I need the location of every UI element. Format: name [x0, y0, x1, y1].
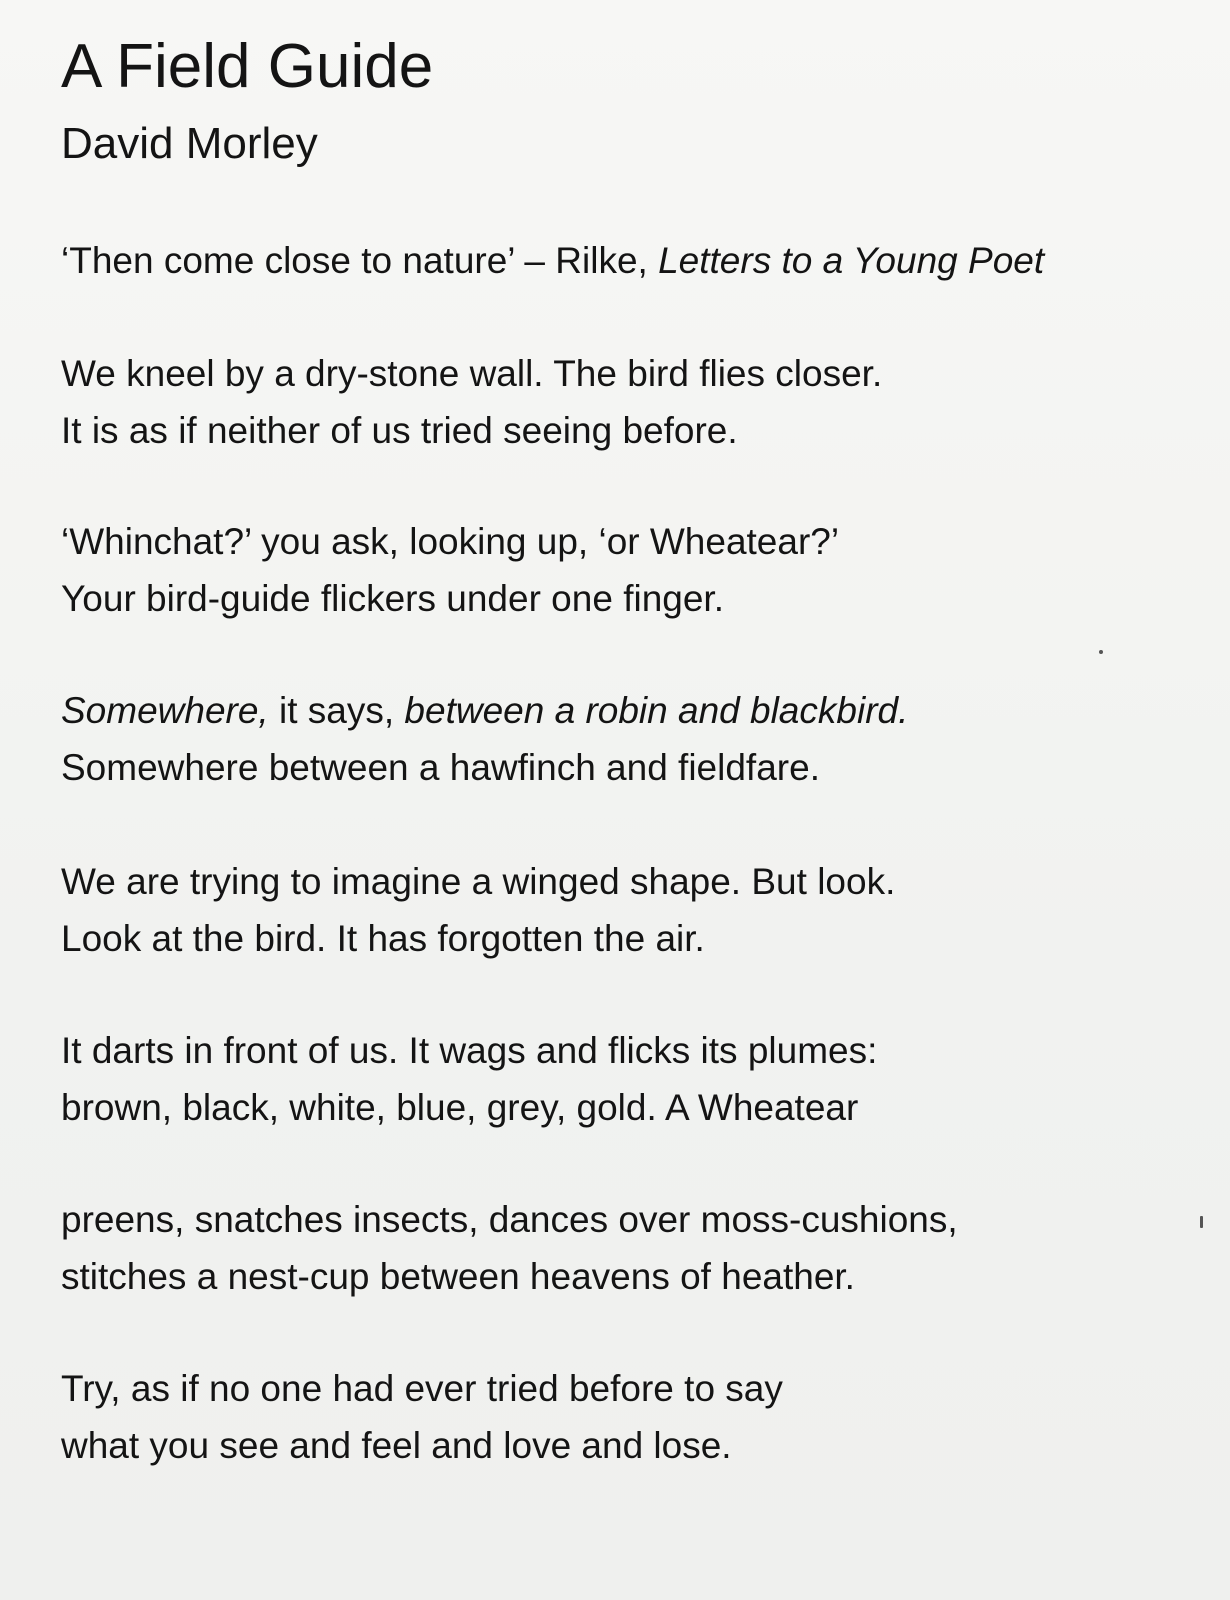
poem-title: A Field Guide	[61, 32, 434, 101]
stanza-line: Your bird-guide flickers under one finger.	[61, 578, 724, 619]
poem-author: David Morley	[61, 119, 318, 168]
epigraph	[61, 235, 1044, 287]
stanza-line: It is as if neither of us tried seeing before.	[61, 410, 738, 451]
stanza-6	[61, 1191, 958, 1305]
stanza-1	[61, 345, 882, 459]
scan-speck	[1200, 1216, 1203, 1228]
stanza-5	[61, 1022, 877, 1136]
stanza-7	[61, 1360, 783, 1474]
stanza-4	[61, 853, 895, 967]
roman-phrase: it says,	[268, 690, 405, 731]
italic-phrase: between a robin and blackbird.	[404, 690, 909, 731]
epigraph-source: Letters to a Young Poet	[658, 240, 1045, 281]
stanza-line: preens, snatches insects, dances over moss-cushions,	[61, 1199, 958, 1240]
epigraph-quote: ‘Then come close to nature’ – Rilke,	[61, 240, 659, 281]
stanza-line: Somewhere between a hawfinch and fieldfare.	[61, 747, 820, 788]
italic-phrase: Somewhere,	[61, 690, 269, 731]
stanza-line: Look at the bird. It has forgotten the air.	[61, 918, 705, 959]
stanza-line	[61, 682, 908, 739]
stanza-line: what you see and feel and love and lose.	[61, 1425, 732, 1466]
stanza-line: brown, black, white, blue, grey, gold. A Wheatear	[61, 1087, 859, 1128]
stanza-line: We are trying to imagine a winged shape. But look.	[61, 861, 896, 902]
stanza-line: ‘Whinchat?’ you ask, looking up, ‘or Wheatear?’	[61, 521, 840, 562]
stanza-3	[61, 682, 908, 796]
stanza-line: Try, as if no one had ever tried before to say	[61, 1368, 783, 1409]
stanza-line: It darts in front of us. It wags and flicks its plumes:	[61, 1030, 878, 1071]
scan-speck	[1099, 650, 1103, 654]
stanza-2	[61, 513, 839, 627]
stanza-line: stitches a nest-cup between heavens of heather.	[61, 1256, 855, 1297]
stanza-line: We kneel by a dry-stone wall. The bird flies closer.	[61, 353, 883, 394]
